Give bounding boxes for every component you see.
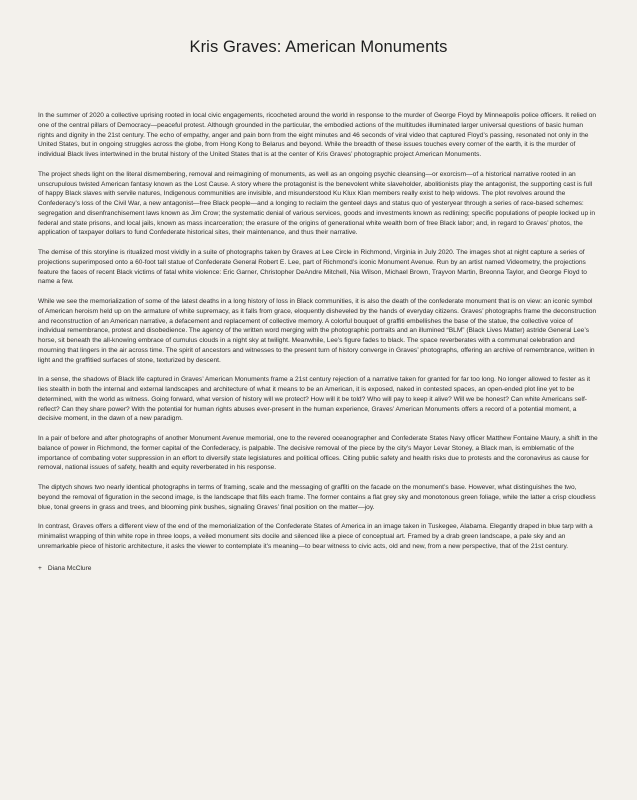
paragraph-4: While we see the memorialization of some of the latest deaths in a long history of loss in Black communities, it is also the death of the confederate monument that is on view: an iconic symbol of American heroism held up on the armature of white supremacy, as it falls from grace, eloquently disheveled by the hands of everyday citizens. Graves’ photographs frame the deconstruction and reconstruction of an American narrative, a defacement and replacement of collective memory. A colorful bouquet of graffiti embellishes the base of the statue, the collective voice of individual remembrance, protest and disobedience. The agency of the written word merging with the photographic portraits and an illumined “BLM” (Black Lives Matter) astride General Lee’s horse, sit beneath the all-knowing embrace of cumulus clouds in a night sky at twilight. Meanwhile, Lee’s figure fades to black. The space reverberates with a communal celebration and mourning that lingers in the air across time. The spirit of ancestors and witnesses to the present turn of history converge in Graves’ photographs, offering an archive of remembrance, written in light and the graffitied surfaces of stone, texturized by descent. [38,298,597,364]
author-credit [38,564,599,573]
paragraph-7: The diptych shows two nearly identical photographs in terms of framing, scale and the messaging of graffiti on the facade on the monument’s base. However, what distinguishes the two, beyond the removal of figuration in the second image, is the landscape that fills each frame. The former contains a flat grey sky and monotonous green foliage, while the latter a crisp cloudless blue, tonal greens in grass and trees, and blooming pink bushes, signaling Graves’ final position on the matter—joy. [38,484,596,511]
paragraph-3: The demise of this storyline is ritualized most vividly in a suite of photographs taken by Graves at Lee Circle in Richmond, Virginia in July 2020. The images shot at night capture a series of projections superimposed onto a 60-foot tall statue of Confederate General Robert E. Lee, part of Richmond’s iconic Monument Avenue. Run by an artist named Videometry, the projections feature the faces of recent Black victims of fatal white violence: Eric Garner, Christopher DeAndre Mitchell, Nia Wilson, Michael Brown, Trayvon Martin, Breonna Taylor, and George Floyd to name a few. [38,249,587,286]
author-name: Diana McClure [47,564,92,572]
paragraph-2: The project sheds light on the literal dismembering, removal and reimagining of monuments, as well as an ongoing psychic cleansing—or exorcism—of a historical narrative rooted in an unscrupulous twisted American fantasy known as the Lost Cause. A story where the protagonist is the benevolent white slaveholder, abolitionists play the antagonist, the supporting cast is full of happy Black slaves with servile natures, Indigenous communities are invisible, and misunderstood Ku Klux Klan members really exist to help widows. The plot revolves around the Confederacy’s loss of the Civil War, a new antagonist—free Black people—and a longing to reclaim the genteel days and status quo of yesteryear through a series of race-based schemes: segregation and disenfranchisement laws known as Jim Crow; the systematic denial of various services, goods and investments known as redlining; specific populations of people locked up in federal and state prisons, and local jails, known as mass incarceration; the erasure of the origins of generational white wealth born of free Black labor; and, in regard to Graves’ photos, the application of taxpayer dollars to fund Confederate historical sites, their maintenance, and thus their narrative. [38,170,596,237]
paragraph-5: In a sense, the shadows of Black life captured in Graves’ American Monuments frame a 21st century rejection of a narrative taken for granted for far too long. No longer allowed to fester as it lies stealth in both the internal and external landscapes and architecture of what it means to be an American, it is exposed, naked in contested spaces, an open-ended plot line yet to be determined, with the world as witness. Going forward, what version of history will we protect? How will it be told? Who will pay to keep it alive? Will we be honest? Can white Americans self-reflect? Can they share power? With the potential for human rights abuses ever-present in the human experience, Graves’ American Monuments offers a record of a potential moment, a decisive moment, in the dawn of a new paradigm. [38,376,591,423]
page-title: Kris Graves: American Monuments [189,38,448,56]
plus-icon: + [38,564,42,572]
essay-body [38,111,599,573]
paragraph-1: In the summer of 2020 a collective uprising rooted in local civic engagements, ricocheted around the world in response to the murder of George Floyd by Minneapolis police officers. It relied on one of the central pillars of Democracy—peaceful protest. Although grounded in the particular, the embodied actions of the multitudes illuminated larger universal questions of basic human rights and dignity in the 21st century. The echo of empathy, anger and pain born from the eight minutes and 46 seconds of viral video that captured Floyd’s passing, resonated not only in the United States, but in ongoing struggles across the globe, from Hong Kong to Belarus and beyond. While the breadth of these issues touches every corner of the earth, it is the murder of individual Black lives intertwined in the brutal history of the United States that is at the center of Kris Graves’ photographic project American Monuments. [38,112,597,158]
paragraph-6: In a pair of before and after photographs of another Monument Avenue memorial, one to the revered oceanographer and Confederate States Navy officer Matthew Fontaine Maury, a shift in the balance of power in Richmond, the former capital of the Confederacy, is palpable. The decisive removal of the piece by the city’s Mayor Levar Stoney, a Black man, is emblematic of the importance of combating voter suppression in an effort to diversify state legislatures and political offices. Citing public safety and health risks due to protests and the coronavirus as cause for removal, national issues of safety, health and equity reverberated in his response. [38,435,598,472]
paragraph-8: In contrast, Graves offers a different view of the end of the memorialization of the Confederate States of America in an image taken in Tuskegee, Alabama. Elegantly draped in blue tarp with a minimalist wrapping of thin white rope in three loops, a veiled monument sits docile and silenced like a piece of conceptual art. Framed by a drab green landscape, a pale sky and an unremarkable piece of historic architecture, it asks the viewer to contemplate it’s meaning—to bear witness to civic acts, old and new, from a new perspective, that of the 21st century. [38,523,593,550]
